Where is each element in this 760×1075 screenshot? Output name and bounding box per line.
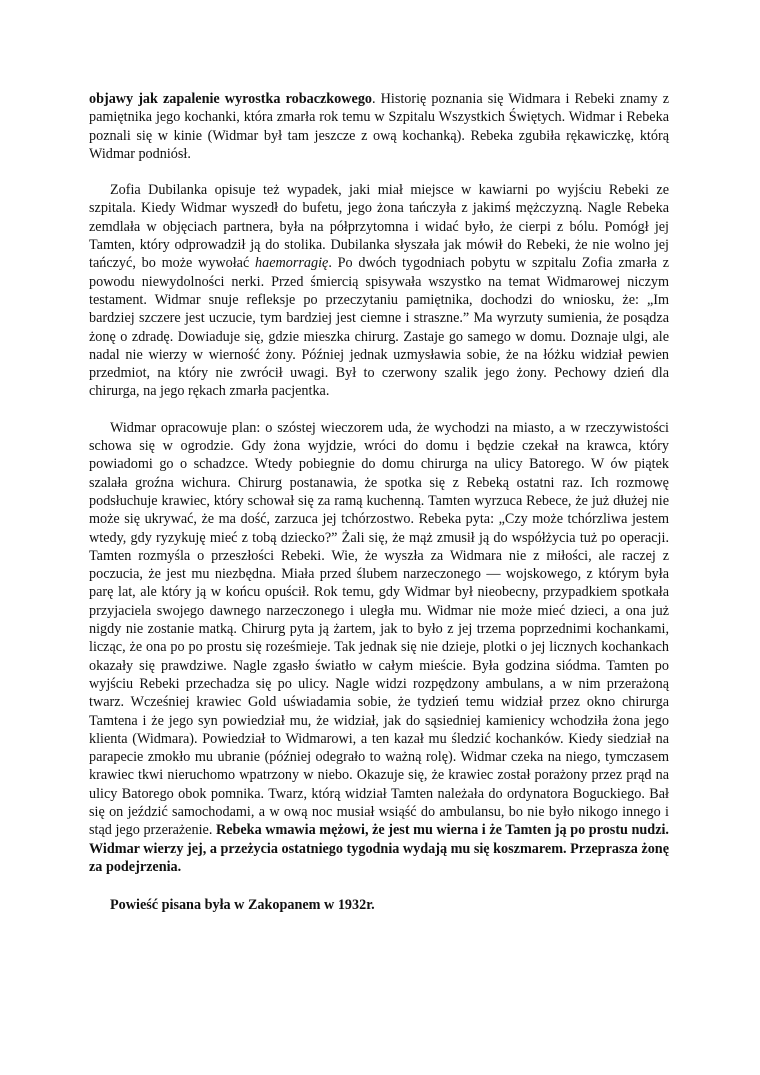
italic-term: haemorragię — [255, 255, 329, 272]
paragraph-widmar-plan — [89, 419, 669, 876]
paragraph-gap — [89, 401, 669, 419]
paragraph-closing-note — [89, 896, 669, 914]
paragraph-gap — [89, 876, 669, 896]
paragraph-cafe-incident — [89, 181, 669, 401]
paragraph-text: . Po dwóch tygodniach pobytu w szpitalu Zofia zmarła z powodu niewydolności nerki. Przed śmiercią spisywała wszystko na temat Widmarowej niczym testament. Widmar snuje refleksje po przeczytaniu pamiętnika, dochodzi do wniosku, że: „Im bardziej szczere jest uczucie, tym bardziej jest ciemne i straszne.” Ma wyrzuty sumienia, że posądza żonę o zdradę. Dowiaduje się, gdzie mieszka chirurg. Zastaje go samego w domu. Doznaje ulgi, ale nadal nie wierzy w wierność żony. Później jednak uzmysławia sobie, że na łóżku widział pewien przedmiot, na który nie zwrócił uwagi. Był to czerwony szalik jego żony. Pechowy dzień dla chirurga, na jego rękach zmarła pacjentka. — [89, 255, 669, 400]
paragraph-text: Zofia Dubilanka opisuje też wypadek, jaki miał miejsce w kawiarni po wyjściu Rebeki ze szpitala. Kiedy Widmar wyszedł do bufetu, jego żona tańczyła z jakimś mężczyzną. Nagle Rebeka zemdlała w objęciach partnera, była na półprzytomna i widać było, że cierpi z bólu. Pomógł jej Tamten, który odprowadził ją do stolika. Dubilanka słyszała jak mówił do Rebeki, że nie wolno jej tańczyć, bo może wywołać — [89, 182, 669, 272]
closing-note-text: Powieść pisana była w Zakopanem w 1932r. — [110, 897, 375, 914]
page-body — [89, 90, 669, 914]
bold-conclusion-text: Rebeka wmawia mężowi, że jest mu wierna i że Tamten ją po prostu nudzi. Widmar wierzy jej, a przeżycia ostatniego tygodnia wydają mu się koszmarem. Przeprasza żonę za podejrzenia. — [89, 822, 669, 875]
paragraph-origin-story — [89, 90, 669, 163]
paragraph-text: Widmar opracowuje plan: o szóstej wieczorem uda, że wychodzi na miasto, a w rzeczywistości schowa się w ogrodzie. Gdy żona wyjdzie, wróci do domu i będzie czekał na krawca, który powiadomi go o schadzce. Wtedy pobiegnie do domu chirurga na ulicy Batorego. W ów piątek szalała groźna wichura. Chirurg postanawia, że spotka się z Rebeką ostatni raz. Ich rozmowę podsłuchuje krawiec, który schował się za ramą kuchenną. Tamten wyrzuca Rebece, że już dłużej nie może się ukrywać, że ma dość, zarzuca jej tchórzostwo. Rebeka pyta: „Czy może tchórzliwa jestem wtedy, gdy ryzykuję mieć z tobą dziecko?” Żali się, że mąż zmusił ją do współżycia tuż po operacji. Tamten rozmyśla o przeszłości Rebeki. Wie, że wyszła za Widmara nie z miłości, ale raczej z poczucia, że jest mu niezbędna. Miała przed ślubem narzeczonego — wojskowego, z którym była parę lat, ale który ją w końcu opuścił. Rok temu, gdy Widmar był nieobecny, przypadkiem spotkała przyjaciela swojego dawnego narzeczonego i uległa mu. Widmar nie może mieć dzieci, a ona już nigdy nie zostanie matką. Chirurg pyta ją żartem, jak to było z jej trzema poprzednimi kochankami, licząc, że ona po po prostu się roześmieje. Tak jednak się nie dzieje, plotki o jej licznych kochankach okazały się prawdziwe. Nagle zgasło światło w całym mieście. Była godzina siódma. Tamten po wyjściu Rebeki przechadza się po ulicy. Nagle widzi rozpędzony ambulans, a w nim przerażoną twarz. Wcześniej krawiec Gold uświadamia sobie, że tydzień temu widział przez okno chirurga Tamtena i że jego syn powiedział mu, że widział, jak do sąsiedniej kamienicy wchodziła żona jego klienta (Widmara). Powiedział to Widmarowi, a ten kazał mu śledzić kochanków. Kiedy siedział na parapecie zmokło mu ubranie (później odegrało to ważną rolę). Widmar czeka na niego, tymczasem krawiec tkwi nieruchomo wpatrzony w niebo. Okazuje się, że krawiec został porażony przez prąd na ulicy Batorego obok pomnika. Twarz, którą widział Tamten należała do ordynatora Boguckiego. Bał się on jeździć samochodami, a w ową noc musiał wsiąść do ambulansu, bo nie było nikogo innego i stąd jego przerażenie. — [89, 419, 669, 839]
bold-lead-text: objawy jak zapalenie wyrostka robaczkowego — [89, 91, 373, 107]
paragraph-gap — [89, 163, 669, 181]
paragraph-text: . Historię poznania się Widmara i Rebeki znamy z pamiętnika jego kochanki, która zmarła rok temu w Szpitalu Wszystkich Świętych. Widmar i Rebeka poznali się w kinie (Widmar był tam jeszcze z ową kochanką). Rebeka zgubiła rękawiczkę, którą Widmar podniósł. — [89, 91, 669, 162]
